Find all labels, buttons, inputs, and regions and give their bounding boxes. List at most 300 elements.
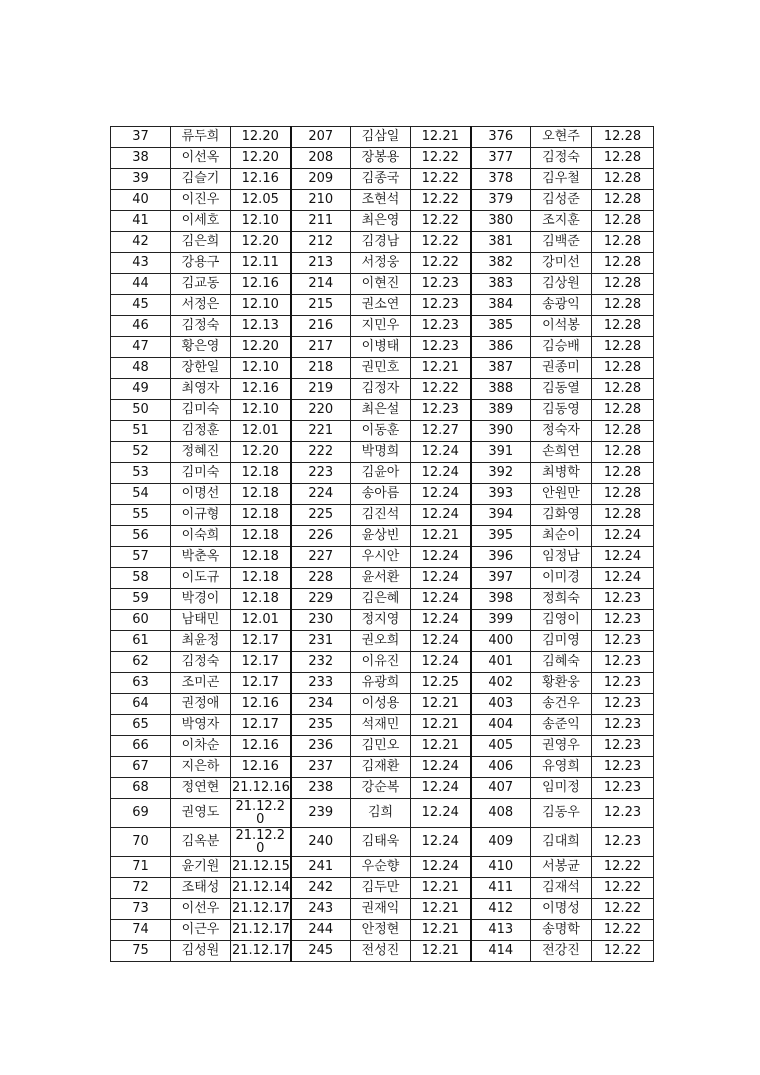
cell-date-1: 12.16 (231, 736, 291, 757)
cell-no-3: 385 (471, 316, 531, 337)
cell-no-2: 237 (291, 757, 351, 778)
cell-no-2: 229 (291, 589, 351, 610)
cell-no-2: 227 (291, 547, 351, 568)
table-row (111, 652, 654, 673)
cell-no-2: 245 (291, 941, 351, 962)
cell-name-1: 이선우 (171, 899, 231, 920)
cell-name-2: 이현진 (351, 274, 411, 295)
cell-name-1: 이선옥 (171, 148, 231, 169)
cell-no-3: 390 (471, 421, 531, 442)
table-row (111, 148, 654, 169)
cell-name-2: 장봉용 (351, 148, 411, 169)
cell-name-1: 김성원 (171, 941, 231, 962)
cell-no-1: 74 (111, 920, 171, 941)
cell-date-3: 12.28 (592, 442, 654, 463)
cell-date-3: 12.28 (592, 274, 654, 295)
table-row (111, 274, 654, 295)
cell-no-1: 68 (111, 778, 171, 799)
cell-no-3: 376 (471, 127, 531, 148)
cell-no-3: 409 (471, 828, 531, 857)
cell-no-2: 223 (291, 463, 351, 484)
cell-no-1: 51 (111, 421, 171, 442)
cell-date-2: 12.21 (411, 736, 471, 757)
cell-date-1: 21.12.17 (231, 920, 291, 941)
cell-no-1: 72 (111, 878, 171, 899)
cell-date-2: 12.22 (411, 148, 471, 169)
cell-no-2: 219 (291, 379, 351, 400)
cell-name-1: 이세호 (171, 211, 231, 232)
cell-no-1: 46 (111, 316, 171, 337)
cell-no-1: 58 (111, 568, 171, 589)
cell-no-2: 211 (291, 211, 351, 232)
cell-date-1: 21.12.20 (231, 828, 291, 857)
cell-no-3: 391 (471, 442, 531, 463)
table-row (111, 736, 654, 757)
cell-date-3: 12.28 (592, 505, 654, 526)
cell-date-3: 12.28 (592, 295, 654, 316)
cell-date-3: 12.28 (592, 169, 654, 190)
cell-no-2: 222 (291, 442, 351, 463)
cell-name-3: 송준익 (531, 715, 592, 736)
cell-name-3: 정숙자 (531, 421, 592, 442)
table-row (111, 828, 654, 857)
cell-no-1: 50 (111, 400, 171, 421)
cell-date-3: 12.24 (592, 526, 654, 547)
cell-name-2: 권소연 (351, 295, 411, 316)
cell-name-2: 권오희 (351, 631, 411, 652)
cell-name-2: 조현석 (351, 190, 411, 211)
cell-date-1: 21.12.17 (231, 941, 291, 962)
cell-name-1: 지은하 (171, 757, 231, 778)
cell-date-1: 12.17 (231, 631, 291, 652)
cell-name-3: 김미영 (531, 631, 592, 652)
cell-date-2: 12.25 (411, 673, 471, 694)
cell-no-1: 48 (111, 358, 171, 379)
roster-body (111, 127, 654, 962)
cell-no-1: 56 (111, 526, 171, 547)
cell-date-3: 12.23 (592, 715, 654, 736)
cell-date-3: 12.28 (592, 484, 654, 505)
cell-name-1: 김미숙 (171, 463, 231, 484)
cell-no-3: 404 (471, 715, 531, 736)
cell-name-2: 윤상빈 (351, 526, 411, 547)
cell-name-3: 손희연 (531, 442, 592, 463)
cell-name-3: 전강진 (531, 941, 592, 962)
cell-date-3: 12.23 (592, 778, 654, 799)
cell-date-2: 12.24 (411, 828, 471, 857)
cell-date-3: 12.22 (592, 920, 654, 941)
table-row (111, 505, 654, 526)
cell-name-2: 박명희 (351, 442, 411, 463)
table-row (111, 799, 654, 828)
cell-date-1: 12.10 (231, 295, 291, 316)
cell-no-2: 239 (291, 799, 351, 828)
cell-date-1: 21.12.20 (231, 799, 291, 828)
cell-no-2: 241 (291, 857, 351, 878)
cell-no-3: 411 (471, 878, 531, 899)
cell-name-1: 이규형 (171, 505, 231, 526)
cell-name-2: 최은설 (351, 400, 411, 421)
cell-no-2: 220 (291, 400, 351, 421)
table-row (111, 400, 654, 421)
cell-name-3: 권종미 (531, 358, 592, 379)
cell-no-2: 214 (291, 274, 351, 295)
cell-no-1: 43 (111, 253, 171, 274)
cell-name-3: 송건우 (531, 694, 592, 715)
cell-no-2: 226 (291, 526, 351, 547)
cell-date-3: 12.23 (592, 673, 654, 694)
cell-name-1: 최영자 (171, 379, 231, 400)
cell-no-1: 75 (111, 941, 171, 962)
table-row (111, 547, 654, 568)
cell-name-2: 김은혜 (351, 589, 411, 610)
table-row (111, 757, 654, 778)
cell-date-2: 12.24 (411, 505, 471, 526)
cell-no-3: 396 (471, 547, 531, 568)
cell-no-1: 44 (111, 274, 171, 295)
cell-no-1: 71 (111, 857, 171, 878)
cell-date-1: 12.18 (231, 463, 291, 484)
cell-date-2: 12.24 (411, 799, 471, 828)
cell-name-1: 남태민 (171, 610, 231, 631)
cell-no-3: 405 (471, 736, 531, 757)
table-row (111, 253, 654, 274)
cell-name-2: 안정현 (351, 920, 411, 941)
cell-no-3: 387 (471, 358, 531, 379)
cell-no-3: 384 (471, 295, 531, 316)
cell-name-2: 이성용 (351, 694, 411, 715)
cell-no-2: 236 (291, 736, 351, 757)
cell-name-2: 정지영 (351, 610, 411, 631)
cell-name-2: 김희 (351, 799, 411, 828)
cell-date-2: 12.21 (411, 899, 471, 920)
cell-name-3: 김혜숙 (531, 652, 592, 673)
cell-no-3: 400 (471, 631, 531, 652)
cell-name-3: 김승배 (531, 337, 592, 358)
cell-name-1: 윤기원 (171, 857, 231, 878)
cell-no-1: 73 (111, 899, 171, 920)
cell-date-1: 12.18 (231, 484, 291, 505)
table-row (111, 295, 654, 316)
cell-name-2: 권민호 (351, 358, 411, 379)
cell-date-3: 12.28 (592, 190, 654, 211)
cell-date-1: 12.13 (231, 316, 291, 337)
cell-no-1: 38 (111, 148, 171, 169)
cell-name-2: 김종국 (351, 169, 411, 190)
cell-no-1: 65 (111, 715, 171, 736)
cell-no-1: 49 (111, 379, 171, 400)
table-row (111, 484, 654, 505)
cell-no-3: 377 (471, 148, 531, 169)
cell-no-2: 234 (291, 694, 351, 715)
cell-date-2: 12.24 (411, 631, 471, 652)
cell-date-3: 12.28 (592, 337, 654, 358)
cell-no-2: 210 (291, 190, 351, 211)
cell-no-2: 230 (291, 610, 351, 631)
cell-date-2: 12.22 (411, 379, 471, 400)
cell-date-2: 12.22 (411, 190, 471, 211)
cell-name-1: 이차순 (171, 736, 231, 757)
cell-no-3: 380 (471, 211, 531, 232)
cell-no-3: 383 (471, 274, 531, 295)
cell-name-2: 김재환 (351, 757, 411, 778)
cell-date-2: 12.23 (411, 337, 471, 358)
cell-date-2: 12.22 (411, 169, 471, 190)
cell-name-2: 김정자 (351, 379, 411, 400)
cell-date-3: 12.28 (592, 253, 654, 274)
cell-no-3: 407 (471, 778, 531, 799)
cell-name-1: 이명선 (171, 484, 231, 505)
cell-date-1: 12.17 (231, 673, 291, 694)
cell-name-1: 황은영 (171, 337, 231, 358)
cell-no-1: 39 (111, 169, 171, 190)
cell-no-3: 393 (471, 484, 531, 505)
cell-name-3: 서봉균 (531, 857, 592, 878)
cell-date-1: 12.20 (231, 127, 291, 148)
cell-name-2: 김태욱 (351, 828, 411, 857)
roster-table (110, 126, 654, 962)
cell-date-3: 12.23 (592, 736, 654, 757)
cell-no-2: 235 (291, 715, 351, 736)
cell-name-3: 강미선 (531, 253, 592, 274)
cell-date-3: 12.28 (592, 463, 654, 484)
cell-no-1: 57 (111, 547, 171, 568)
cell-name-1: 류두희 (171, 127, 231, 148)
table-row (111, 857, 654, 878)
cell-no-1: 66 (111, 736, 171, 757)
cell-date-1: 12.20 (231, 232, 291, 253)
cell-date-2: 12.24 (411, 568, 471, 589)
cell-name-2: 석재민 (351, 715, 411, 736)
cell-name-3: 황환웅 (531, 673, 592, 694)
cell-no-1: 70 (111, 828, 171, 857)
cell-name-2: 우시안 (351, 547, 411, 568)
cell-date-3: 12.24 (592, 568, 654, 589)
cell-name-1: 장한일 (171, 358, 231, 379)
cell-name-2: 최은영 (351, 211, 411, 232)
cell-name-3: 권영우 (531, 736, 592, 757)
cell-date-3: 12.23 (592, 589, 654, 610)
cell-name-1: 조미곤 (171, 673, 231, 694)
cell-name-1: 권영도 (171, 799, 231, 828)
cell-no-3: 402 (471, 673, 531, 694)
cell-no-3: 412 (471, 899, 531, 920)
cell-name-3: 유영희 (531, 757, 592, 778)
cell-no-3: 382 (471, 253, 531, 274)
cell-no-2: 208 (291, 148, 351, 169)
cell-no-3: 401 (471, 652, 531, 673)
cell-date-2: 12.22 (411, 211, 471, 232)
cell-date-3: 12.28 (592, 148, 654, 169)
cell-date-1: 21.12.16 (231, 778, 291, 799)
cell-name-3: 김영이 (531, 610, 592, 631)
cell-no-3: 395 (471, 526, 531, 547)
cell-no-3: 378 (471, 169, 531, 190)
table-row (111, 673, 654, 694)
cell-date-1: 21.12.17 (231, 899, 291, 920)
cell-name-3: 김성준 (531, 190, 592, 211)
cell-date-1: 12.20 (231, 148, 291, 169)
cell-no-3: 413 (471, 920, 531, 941)
cell-no-1: 67 (111, 757, 171, 778)
cell-name-2: 이병태 (351, 337, 411, 358)
cell-no-3: 408 (471, 799, 531, 828)
cell-date-3: 12.28 (592, 421, 654, 442)
table-row (111, 127, 654, 148)
cell-no-3: 389 (471, 400, 531, 421)
cell-no-1: 60 (111, 610, 171, 631)
cell-no-3: 414 (471, 941, 531, 962)
cell-name-3: 김상원 (531, 274, 592, 295)
table-row (111, 589, 654, 610)
cell-name-1: 권정애 (171, 694, 231, 715)
cell-name-1: 서정은 (171, 295, 231, 316)
cell-no-3: 394 (471, 505, 531, 526)
cell-date-2: 12.21 (411, 694, 471, 715)
cell-no-3: 381 (471, 232, 531, 253)
cell-date-3: 12.28 (592, 211, 654, 232)
table-row (111, 190, 654, 211)
cell-name-2: 김진석 (351, 505, 411, 526)
cell-name-1: 김교동 (171, 274, 231, 295)
cell-name-2: 이유진 (351, 652, 411, 673)
cell-no-2: 242 (291, 878, 351, 899)
cell-name-3: 김동열 (531, 379, 592, 400)
cell-name-3: 김백준 (531, 232, 592, 253)
cell-date-1: 12.18 (231, 589, 291, 610)
cell-date-1: 12.18 (231, 547, 291, 568)
cell-date-1: 12.18 (231, 568, 291, 589)
cell-date-3: 12.28 (592, 316, 654, 337)
cell-date-2: 12.23 (411, 316, 471, 337)
cell-no-1: 47 (111, 337, 171, 358)
cell-date-3: 12.22 (592, 899, 654, 920)
cell-name-1: 최윤정 (171, 631, 231, 652)
cell-date-2: 12.22 (411, 232, 471, 253)
cell-name-1: 박영자 (171, 715, 231, 736)
cell-no-3: 406 (471, 757, 531, 778)
cell-date-2: 12.24 (411, 778, 471, 799)
cell-date-3: 12.23 (592, 757, 654, 778)
cell-date-3: 12.23 (592, 799, 654, 828)
cell-date-1: 12.11 (231, 253, 291, 274)
cell-date-2: 12.24 (411, 484, 471, 505)
cell-no-2: 212 (291, 232, 351, 253)
table-row (111, 694, 654, 715)
cell-no-1: 40 (111, 190, 171, 211)
cell-no-3: 388 (471, 379, 531, 400)
cell-date-1: 12.10 (231, 400, 291, 421)
table-row (111, 337, 654, 358)
cell-name-1: 김은희 (171, 232, 231, 253)
table-row (111, 169, 654, 190)
cell-date-1: 12.16 (231, 757, 291, 778)
cell-no-2: 244 (291, 920, 351, 941)
cell-date-3: 12.28 (592, 358, 654, 379)
cell-name-3: 김화영 (531, 505, 592, 526)
cell-date-2: 12.21 (411, 358, 471, 379)
cell-name-1: 강용구 (171, 253, 231, 274)
cell-no-2: 209 (291, 169, 351, 190)
cell-no-1: 42 (111, 232, 171, 253)
cell-no-1: 37 (111, 127, 171, 148)
cell-no-3: 398 (471, 589, 531, 610)
table-row (111, 232, 654, 253)
cell-name-3: 김동영 (531, 400, 592, 421)
table-row (111, 463, 654, 484)
cell-no-2: 238 (291, 778, 351, 799)
cell-date-2: 12.27 (411, 421, 471, 442)
cell-date-1: 12.18 (231, 526, 291, 547)
cell-date-3: 12.23 (592, 828, 654, 857)
cell-no-2: 216 (291, 316, 351, 337)
table-row (111, 899, 654, 920)
cell-date-2: 12.21 (411, 526, 471, 547)
cell-no-1: 61 (111, 631, 171, 652)
table-row (111, 568, 654, 589)
cell-name-2: 송아름 (351, 484, 411, 505)
cell-date-1: 21.12.15 (231, 857, 291, 878)
cell-name-3: 이명성 (531, 899, 592, 920)
cell-name-2: 유광희 (351, 673, 411, 694)
cell-name-1: 박춘옥 (171, 547, 231, 568)
cell-date-2: 12.24 (411, 442, 471, 463)
cell-date-1: 21.12.14 (231, 878, 291, 899)
cell-name-2: 서정웅 (351, 253, 411, 274)
cell-name-1: 조태성 (171, 878, 231, 899)
cell-no-1: 53 (111, 463, 171, 484)
cell-no-2: 228 (291, 568, 351, 589)
cell-date-2: 12.22 (411, 253, 471, 274)
cell-date-1: 12.18 (231, 505, 291, 526)
cell-name-2: 이동훈 (351, 421, 411, 442)
cell-date-3: 12.28 (592, 400, 654, 421)
table-row (111, 358, 654, 379)
cell-no-2: 232 (291, 652, 351, 673)
cell-name-3: 김동우 (531, 799, 592, 828)
cell-name-3: 김정숙 (531, 148, 592, 169)
table-row (111, 610, 654, 631)
cell-no-1: 55 (111, 505, 171, 526)
cell-date-3: 12.28 (592, 127, 654, 148)
cell-no-2: 231 (291, 631, 351, 652)
cell-no-2: 224 (291, 484, 351, 505)
cell-name-3: 김대희 (531, 828, 592, 857)
cell-date-3: 12.23 (592, 652, 654, 673)
cell-name-3: 이미경 (531, 568, 592, 589)
cell-date-1: 12.16 (231, 379, 291, 400)
cell-date-1: 12.17 (231, 652, 291, 673)
cell-name-1: 박경이 (171, 589, 231, 610)
cell-date-1: 12.01 (231, 610, 291, 631)
cell-date-1: 12.16 (231, 694, 291, 715)
cell-name-3: 임미정 (531, 778, 592, 799)
cell-no-2: 217 (291, 337, 351, 358)
cell-name-1: 이숙희 (171, 526, 231, 547)
table-row (111, 778, 654, 799)
cell-no-3: 392 (471, 463, 531, 484)
cell-name-1: 김정숙 (171, 652, 231, 673)
table-row (111, 715, 654, 736)
cell-name-3: 최병학 (531, 463, 592, 484)
cell-date-3: 12.22 (592, 878, 654, 899)
cell-date-2: 12.21 (411, 878, 471, 899)
cell-name-3: 김재석 (531, 878, 592, 899)
cell-date-1: 12.05 (231, 190, 291, 211)
cell-date-1: 12.20 (231, 442, 291, 463)
cell-name-2: 김윤아 (351, 463, 411, 484)
cell-date-3: 12.23 (592, 631, 654, 652)
